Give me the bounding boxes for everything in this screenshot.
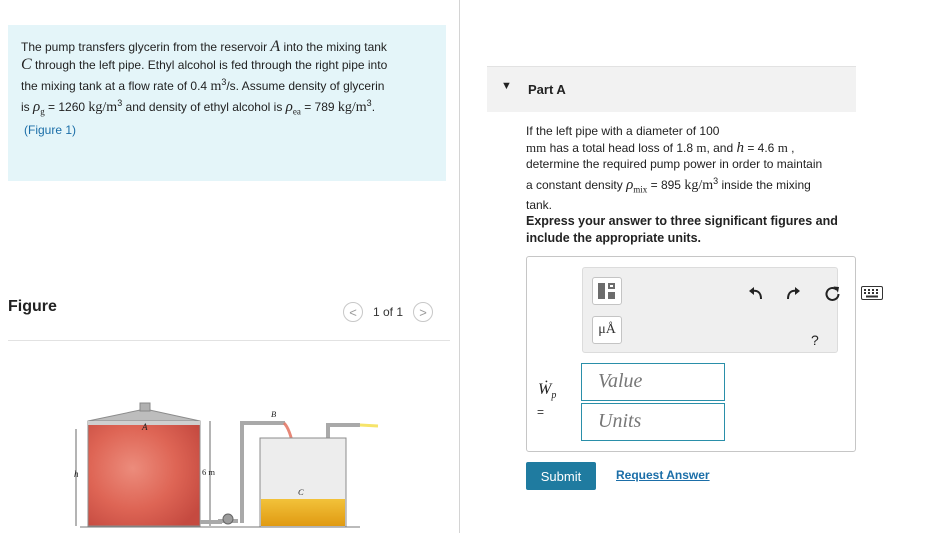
figure-divider (8, 340, 450, 341)
power-subscript: p (551, 390, 557, 402)
problem-text: is (21, 100, 33, 114)
rho-subscript-g: g (40, 106, 45, 117)
units-symbols-button[interactable]: μÅ (592, 316, 622, 344)
question-line: , and (706, 140, 737, 155)
mix-density: = 895 (647, 177, 685, 192)
keyboard-button[interactable] (860, 285, 884, 301)
variable-label (538, 381, 556, 401)
templates-button[interactable] (592, 277, 622, 305)
question-line: determine the required pump power in order to maintain (526, 157, 823, 171)
rho-symbol: ρ (33, 99, 41, 115)
reset-icon (824, 285, 841, 302)
figure-pager (343, 302, 433, 322)
label-c: C (298, 487, 304, 497)
undo-icon (748, 285, 764, 301)
question-line: , (787, 140, 795, 155)
question-line: inside the mixing (718, 177, 811, 192)
answer-instruction: Express your answer to three significant figures and include the appropriate units. (526, 214, 838, 245)
figure-heading: Figure (8, 298, 57, 315)
alcohol-density: = 789 (300, 100, 338, 114)
rho-symbol: ρ (285, 99, 293, 115)
glycerin-density: = 1260 (44, 100, 89, 114)
density-unit-exp: 3 (713, 175, 719, 186)
question-line: = 4.6 (744, 140, 778, 155)
figure-link[interactable]: (Figure 1) (24, 123, 77, 137)
rho-subscript-mix: mix (633, 183, 648, 194)
label-a: A (142, 422, 148, 432)
keyboard-icon (861, 286, 883, 300)
units-input[interactable]: Units (581, 403, 725, 441)
pump-system-figure (60, 395, 390, 533)
problem-text: and density of ethyl alcohol is (122, 100, 286, 114)
problem-statement (21, 38, 435, 120)
density-unit: kg/m (88, 100, 118, 115)
pump (223, 514, 233, 524)
value-input[interactable]: Value (581, 363, 725, 401)
math-toolbar (582, 267, 838, 353)
label-b: B (271, 409, 277, 419)
question-text (526, 123, 860, 214)
density-unit: kg/m (337, 100, 367, 115)
alcohol-spray (360, 425, 378, 426)
chevron-right-icon: > (419, 304, 427, 320)
help-button[interactable]: ? (811, 332, 819, 348)
answer-box (526, 256, 856, 452)
question-line: a constant density (526, 177, 627, 192)
density-unit-exp: 3 (366, 98, 372, 108)
unit-mm: mm (526, 139, 547, 155)
prev-figure-button[interactable] (343, 302, 363, 322)
flow-unit-exp: 3 (221, 77, 227, 87)
request-answer-link[interactable]: Request Answer (616, 468, 710, 482)
problem-text: through the left pipe. Ethyl alcohol is fed through the right pipe into (31, 58, 388, 72)
collapse-caret-icon: ▼ (501, 80, 512, 92)
label-h: h (74, 469, 79, 479)
density-unit-exp: 3 (117, 98, 123, 108)
part-title: Part A (528, 82, 566, 97)
reservoir-a (88, 403, 200, 526)
problem-text: /s. Assume density of glycerin (226, 79, 385, 93)
power-variable: Ẇ (538, 381, 552, 398)
figure-count: 1 of 1 (373, 305, 404, 319)
question-line: If the left pipe with a diameter of 100 (526, 124, 720, 138)
part-a-header[interactable] (487, 66, 856, 112)
next-figure-button[interactable] (413, 302, 433, 322)
problem-text: into the mixing tank (280, 40, 387, 54)
question-line: tank. (526, 198, 553, 213)
reset-button[interactable] (822, 283, 842, 303)
panel-divider (459, 0, 460, 533)
density-unit: kg/m (684, 177, 714, 193)
reservoir-label: A (270, 38, 281, 55)
tank-label: C (21, 56, 32, 73)
rho-symbol: ρ (626, 176, 634, 193)
glycerin-volume (88, 421, 200, 526)
equals-sign: = (537, 405, 545, 419)
problem-text: The pump transfers glycerin from the reservoir (21, 40, 271, 54)
label-depth: 6 m (202, 467, 215, 477)
unit-m: m (777, 139, 788, 155)
question-line: has a total head loss of 1.8 (546, 140, 697, 155)
redo-button[interactable] (783, 283, 803, 303)
flow-unit: m (210, 79, 222, 94)
unit-m: m (696, 139, 707, 155)
problem-text: . (371, 100, 376, 114)
undo-button[interactable] (746, 283, 766, 303)
submit-button[interactable]: Submit (526, 462, 596, 490)
problem-text: the mixing tank at a flow rate of 0.4 (21, 79, 211, 93)
reservoir-vent (140, 403, 150, 411)
redo-icon (785, 285, 801, 301)
var-h: h (736, 139, 744, 156)
mixture-volume (261, 499, 345, 526)
problem-panel (8, 25, 446, 181)
chevron-left-icon: < (349, 304, 357, 320)
rho-subscript-ea: ea (292, 106, 301, 117)
templates-icon (597, 282, 617, 300)
